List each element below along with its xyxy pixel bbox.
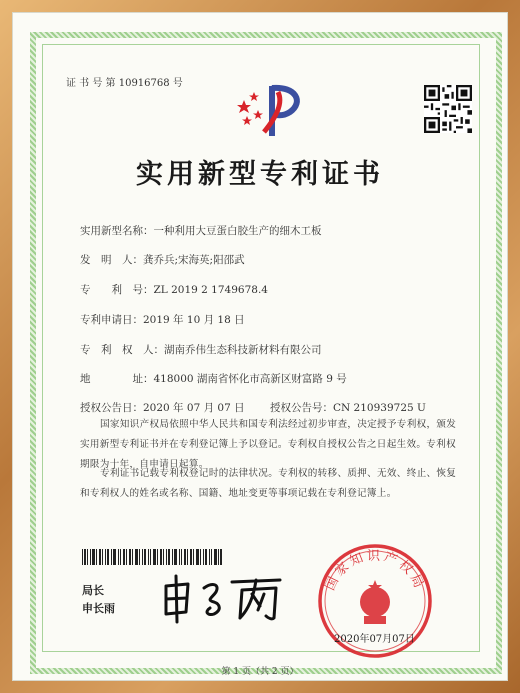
field-patent-number (80, 282, 268, 297)
field-value: 2019 年 10 月 18 日 (143, 314, 245, 326)
field-inventors (80, 252, 245, 267)
body-paragraph: 专利证书记载专利权登记时的法律状况。专利权的转移、质押、无效、终止、恢复和专利权人的姓名或名称、国籍、地址变更等事项记载在专利登记簿上。 (80, 468, 457, 499)
certificate-title: 实用新型专利证书 (136, 159, 384, 190)
field-utility-name (80, 223, 322, 238)
field-label: 地 址： (80, 373, 154, 385)
field-grant-date (80, 400, 245, 415)
field-label: 专 利 号： (80, 284, 154, 296)
field-value: 一种利用大豆蛋白胶生产的细木工板 (153, 225, 322, 237)
field-label: 发 明 人： (80, 254, 143, 266)
handwritten-signature-icon (160, 572, 300, 624)
field-address (80, 371, 347, 386)
body-paragraph: 国家知识产权局依照中华人民共和国专利法经过初步审查，决定授予专利权，颁发实用新型专利证书并在专利登记簿上予以登记。专利权自授权公告之日起生效。专利权期限为十年，自申请日起算。 (80, 419, 457, 470)
page-number: 第 1 页（共 2 页） (221, 667, 299, 677)
field-value: 龚乔兵;宋海英;阳邵武 (143, 254, 245, 266)
field-label: 专利申请日： (80, 314, 143, 326)
field-label: 授权公告号： (270, 402, 333, 414)
field-grant-number (270, 400, 426, 415)
field-value: 418000 湖南省怀化市高新区财富路 9 号 (153, 373, 347, 385)
field-application-date (80, 312, 245, 327)
certificate-number: 证 书 号 第 10916768 号 (66, 78, 183, 89)
field-label: 实用新型名称： (80, 225, 154, 237)
field-patentee (80, 342, 322, 357)
barcode-icon (82, 549, 222, 565)
director-name: 申长雨 (82, 602, 115, 615)
field-label: 授权公告日： (80, 402, 143, 414)
field-value: 2020 年 07 月 07 日 (143, 402, 245, 414)
director-title: 局长 (82, 584, 104, 597)
seal-text: 国家知识产权局 (322, 548, 428, 593)
field-value: 湖南乔伟生态科技新材料有限公司 (164, 344, 322, 356)
certificate-paper (12, 12, 508, 681)
seal-date: 2020年07月07日 (334, 634, 415, 645)
field-label: 专 利 权 人： (80, 344, 164, 356)
field-value: CN 210939725 U (333, 402, 426, 414)
field-value: ZL 2019 2 1749678.4 (153, 284, 268, 296)
qr-code-icon (424, 85, 472, 133)
cnipa-logo-icon (234, 80, 308, 140)
